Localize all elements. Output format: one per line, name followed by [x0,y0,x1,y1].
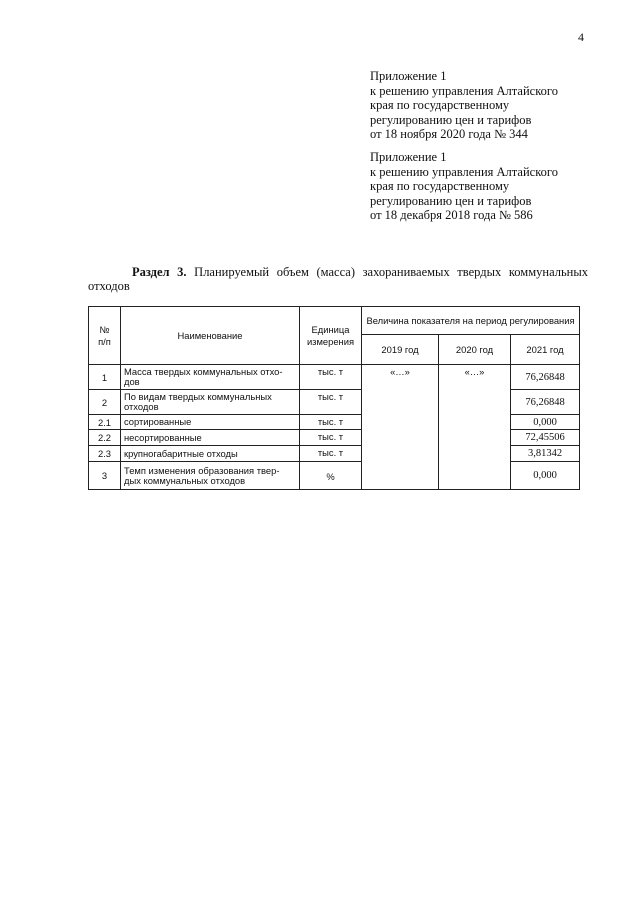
row-name-line1: Масса твердых коммунальных отхо- [124,366,283,377]
row-num: 2.3 [89,446,121,462]
section-title-line1 [88,266,588,280]
row-unit: тыс. т [300,446,362,462]
row-value-2021: 0,000 [511,462,580,490]
header-unit-line1: Единица [311,323,350,335]
header-num-line1: № [99,323,110,335]
row-name-line2: отходов [124,401,159,412]
header-unit-line2: измерения [306,335,355,347]
value-2020-merged: «…» [439,365,511,490]
row-name [121,390,300,415]
appendix-line: Приложение 1 [370,69,447,83]
section-title-line2: отходов [88,278,130,293]
appendix-line: Приложение 1 [370,150,447,164]
row-value-2021: 76,26848 [511,390,580,415]
appendix-line: к решению управления Алтайского [370,164,558,179]
appendix-header-original [370,150,558,223]
row-name [121,365,300,390]
appendix-line: регулированию цен и тарифов [370,193,532,208]
row-name-line2: дов [124,376,140,387]
row-name-line1: Темп изменения образования твер- [124,464,280,476]
section-title [88,266,588,293]
appendix-line: края по государственному [370,98,510,113]
section-title-text: Планируемый объем (масса) захораниваемых твердых коммунальных [194,265,588,279]
row-unit: тыс. т [300,390,362,415]
row-num: 1 [89,365,121,390]
row-unit: % [300,462,362,490]
row-value-2021: 76,26848 [511,365,580,390]
appendix-line: к решению управления Алтайского [370,83,558,98]
row-value-2021: 72,45506 [511,430,580,446]
row-unit: тыс. т [300,415,362,430]
appendix-header-current [370,69,558,142]
header-year-2019: 2019 год [362,335,439,365]
header-num [89,307,121,365]
row-name-line1: По видам твердых коммунальных [124,391,272,402]
waste-volume-table [88,306,580,490]
header-name: Наименование [121,307,300,365]
section-label: Раздел 3. [132,265,187,279]
header-year-2021: 2021 год [511,335,580,365]
row-unit: тыс. т [300,430,362,446]
row-name: несортированные [121,430,300,446]
row-name [121,462,300,490]
row-value-2021: 3,81342 [511,446,580,462]
appendix-line: регулированию цен и тарифов [370,112,532,127]
header-period: Величина показателя на период регулирования [362,307,580,335]
row-num: 2.2 [89,430,121,446]
appendix-line: края по государственному [370,179,510,194]
row-value-2021: 0,000 [511,415,580,430]
header-num-line2: п/п [98,335,111,347]
row-unit: тыс. т [300,365,362,390]
appendix-line: от 18 ноября 2020 года № 344 [370,127,528,142]
table-row [89,365,580,390]
row-name-line2: дых коммунальных отходов [124,474,246,486]
appendix-line: от 18 декабря 2018 года № 586 [370,208,533,223]
header-unit [300,307,362,365]
row-num: 3 [89,462,121,490]
page-number: 4 [578,30,584,44]
row-num: 2.1 [89,415,121,430]
row-name: сортированные [121,415,300,430]
row-num: 2 [89,390,121,415]
value-2019-merged: «…» [362,365,439,490]
row-name: крупногабаритные отходы [121,446,300,462]
header-year-2020: 2020 год [439,335,511,365]
